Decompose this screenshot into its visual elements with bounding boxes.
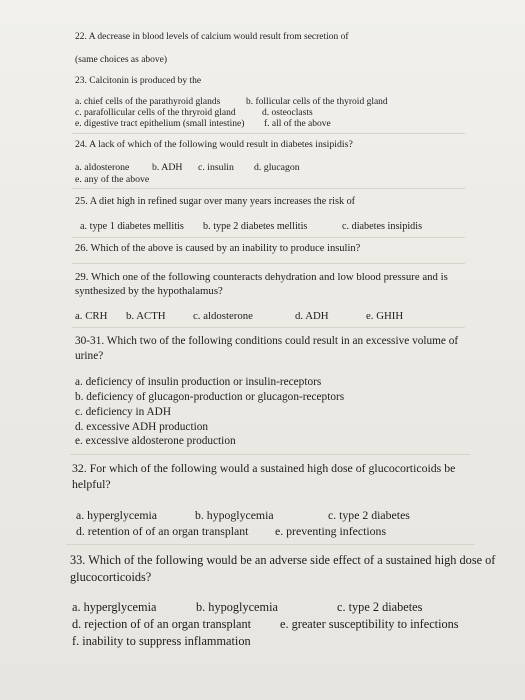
answer-option: e. GHIH bbox=[366, 310, 404, 322]
question-text: 23. Calcitonin is produced by the bbox=[75, 76, 202, 86]
answer-option: b. hypoglycemia bbox=[195, 508, 274, 522]
answer-option: b. type 2 diabetes mellitis bbox=[203, 221, 308, 232]
question-text: helpful? bbox=[72, 477, 111, 491]
divider bbox=[72, 133, 465, 134]
question-text: 24. A lack of which of the following would result in diabetes insipidis? bbox=[75, 139, 353, 150]
answer-option: a. CRH bbox=[75, 310, 108, 322]
question-text: 33. Which of the following would be an adverse side effect of a sustained high dose of bbox=[70, 553, 496, 567]
answer-option: c. type 2 diabetes bbox=[337, 600, 423, 614]
divider bbox=[72, 327, 465, 328]
answer-option: b. hypoglycemia bbox=[196, 600, 278, 614]
question-text: urine? bbox=[75, 350, 104, 362]
answer-option: a. aldosterone bbox=[75, 162, 130, 173]
divider bbox=[72, 237, 465, 238]
question-text: 32. For which of the following would a sustained high dose of glucocorticoids be bbox=[72, 461, 456, 475]
divider bbox=[66, 544, 475, 545]
answer-option: d. glucagon bbox=[254, 162, 300, 173]
answer-option: c. insulin bbox=[198, 162, 234, 173]
answer-option: e. any of the above bbox=[75, 174, 150, 185]
question-text: 22. A decrease in blood levels of calcium would result from secretion of bbox=[75, 32, 349, 42]
answer-option: b. ADH bbox=[152, 162, 183, 173]
divider bbox=[72, 188, 465, 189]
answer-option: c. diabetes insipidis bbox=[342, 221, 423, 232]
question-text: 29. Which one of the following counteracts dehydration and low blood pressure and is bbox=[75, 271, 448, 283]
answer-option: a. type 1 diabetes mellitis bbox=[80, 221, 184, 232]
divider bbox=[72, 263, 465, 264]
answer-option: a. hyperglycemia bbox=[76, 508, 158, 522]
question-text: 30-31. Which two of the following conditions could result in an excessive volume of bbox=[75, 335, 459, 347]
answer-option: f. all of the above bbox=[264, 119, 331, 129]
answer-option: b. ACTH bbox=[126, 310, 166, 322]
answer-option: a. chief cells of the parathyroid glands bbox=[75, 97, 221, 107]
answer-option: e. excessive aldosterone production bbox=[75, 435, 236, 447]
answer-option: d. rejection of of an organ transplant bbox=[72, 617, 252, 631]
answer-option: c. aldosterone bbox=[193, 310, 253, 322]
question-text: (same choices as above) bbox=[75, 55, 168, 65]
answer-option: c. type 2 diabetes bbox=[328, 508, 410, 522]
answer-option: e. digestive tract epithelium (small intestine) bbox=[75, 119, 245, 129]
answer-option: a. deficiency of insulin production or insulin-receptors bbox=[75, 376, 322, 388]
question-text: 26. Which of the above is caused by an inability to produce insulin? bbox=[75, 243, 361, 254]
answer-option: b. follicular cells of the thyroid gland bbox=[246, 97, 388, 107]
answer-option: e. greater susceptibility to infections bbox=[280, 617, 459, 631]
answer-option: d. retention of of an organ transplant bbox=[76, 524, 249, 538]
answer-option: d. osteoclasts bbox=[262, 108, 313, 118]
answer-option: d. excessive ADH production bbox=[75, 421, 209, 433]
answer-option: c. deficiency in ADH bbox=[75, 406, 171, 418]
question-text: 25. A diet high in refined sugar over many years increases the risk of bbox=[75, 196, 356, 207]
answer-option: a. hyperglycemia bbox=[72, 600, 157, 614]
answer-option: e. preventing infections bbox=[275, 524, 387, 538]
answer-option: f. inability to suppress inflammation bbox=[72, 634, 251, 648]
question-text: glucocorticoids? bbox=[70, 570, 152, 584]
answer-option: d. ADH bbox=[295, 310, 329, 322]
answer-option: b. deficiency of glucagon-production or glucagon-receptors bbox=[75, 391, 345, 403]
divider bbox=[70, 454, 470, 455]
question-text: synthesized by the hypothalamus? bbox=[75, 285, 223, 297]
answer-option: c. parafollicular cells of the thryroid gland bbox=[75, 108, 236, 118]
